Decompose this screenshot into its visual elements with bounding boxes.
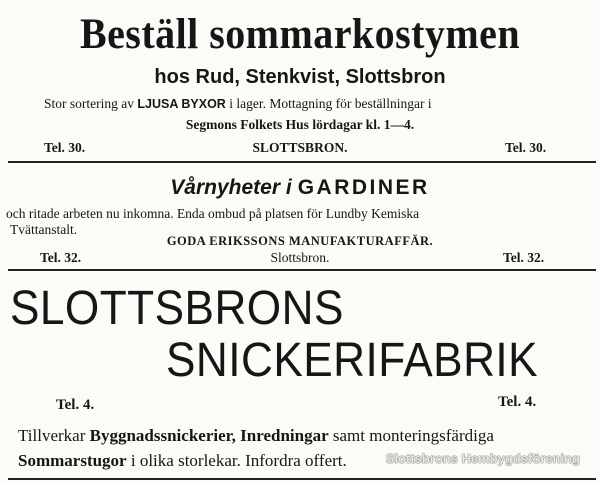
ad1-line1-a: Stor sortering av (44, 96, 134, 111)
ad1-line1-c: i lager. Mottagning för beställningar i (229, 96, 432, 111)
ad3-line1-c: Inredningar (240, 426, 329, 445)
ad1-place: SLOTTSBRON. (252, 140, 348, 155)
ad1-tel-left: Tel. 30. (44, 140, 86, 155)
ad2-body-line2: Tvättanstalt. (10, 222, 78, 237)
ad3-line1-b: Byggnadssnickerier, (89, 426, 236, 445)
divider-2 (8, 269, 596, 271)
ad3-line1-d: samt monteringsfärdiga (332, 426, 494, 445)
divider-1 (8, 161, 596, 163)
ad2-headline-caps: GARDINER (297, 176, 430, 199)
ad1-subheadline: hos Rud, Stenkvist, Slottsbron (154, 66, 446, 88)
ad1-line1-b: LJUSA BYXOR (137, 97, 226, 111)
ad3-tel-left: Tel. 4. (56, 397, 95, 413)
ad2-place: Slottsbron. (270, 250, 330, 265)
ad3-line2-a: Sommarstugor (18, 451, 127, 470)
ad1-body-line1 (44, 96, 432, 112)
ad3-headline-line1: SLOTTSBRONS (10, 282, 344, 335)
divider-bottom (8, 478, 596, 480)
ad2-shop: GODA ERIKSSONS MANUFAKTURAFFÄR. (166, 234, 434, 248)
ad3-line2-b: i olika storlekar. Infordra offert. (130, 451, 347, 470)
ad2-headline (0, 176, 600, 200)
ad3-tel-right: Tel. 4. (498, 394, 537, 410)
ad1-tel-right: Tel. 30. (505, 140, 547, 155)
ad3-line1-a: Tillverkar (18, 426, 86, 445)
ad3-body-line2 (18, 451, 347, 471)
ad3-headline-line2: SNICKERIFABRIK (166, 334, 539, 387)
ad3-body-line1 (18, 426, 494, 446)
ad2-headline-italic: Vårnyheter i (170, 176, 292, 199)
ad2-body-line1: och ritade arbeten nu inkomna. Enda ombud på platsen för Lundby Kemiska (6, 206, 420, 221)
ad1-body-line2: Segmons Folkets Hus lördagar kl. 1—4. (185, 117, 415, 132)
ad1-headline: Beställ sommarkostymen (79, 11, 521, 58)
ad2-tel-left: Tel. 32. (40, 250, 82, 265)
ad2-tel-right: Tel. 32. (503, 250, 545, 265)
watermark: Slottsbrons Hembygdsförening (385, 451, 580, 466)
